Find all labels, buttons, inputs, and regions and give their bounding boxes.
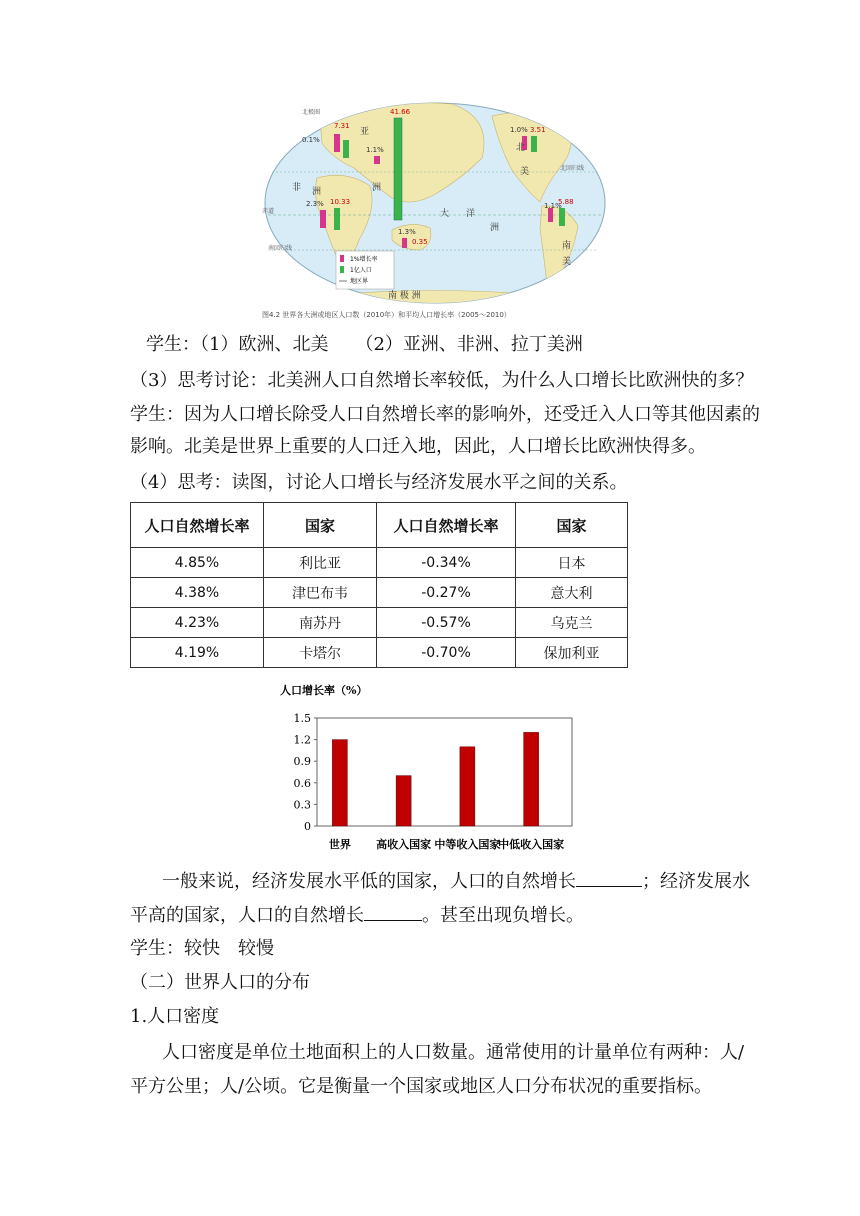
y-tick-label: 1.5: [293, 712, 311, 725]
chart-bar: [524, 732, 539, 826]
table-row: [131, 548, 628, 578]
subsection-heading: 1.人口密度: [130, 1006, 220, 1027]
table-cell: 4.38%: [131, 578, 264, 608]
map-label: 美: [562, 257, 572, 267]
map-caption: 图4.2 世界各大洲或地区人口数（2010年）和平均人口增长率（2005～2010）: [262, 311, 511, 319]
map-label: 10.33: [330, 198, 351, 206]
chart-bar: [396, 776, 411, 826]
table-cell: 利比亚: [264, 548, 377, 578]
y-tick-label: 0.9: [293, 755, 311, 769]
map-label: 赤道: [262, 208, 275, 215]
answer-blank-1: [576, 868, 642, 887]
map-label: 2.3%: [306, 200, 324, 208]
table-cell: 南苏丹: [264, 608, 377, 638]
map-label: 洲: [372, 183, 382, 193]
map-label: 1.3%: [398, 228, 416, 236]
x-category-label: 中等收入国家: [434, 838, 501, 851]
fill-blank-line-1: [162, 868, 750, 895]
answer-blank-2: [364, 902, 422, 921]
map-label: 1.1%: [544, 202, 562, 210]
map-label: 非: [292, 183, 302, 193]
table-row: [131, 638, 628, 668]
map-label: 41.66: [390, 108, 411, 116]
table-cell: 日本: [516, 548, 628, 578]
map-label: 大: [440, 209, 450, 219]
map-label: 洲: [490, 223, 500, 233]
growth-rate-table: [130, 502, 628, 668]
map-label: 1.0%: [510, 126, 528, 134]
x-category-label: 中低收入国家: [498, 838, 565, 851]
table-cell: 乌克兰: [516, 608, 628, 638]
student-answer-2-cont: 影响。北美是世界上重要的人口迁入地，因此，人口增长比欧洲快得多。: [130, 436, 706, 457]
table-row: [131, 578, 628, 608]
section-heading: （二）世界人口的分布: [130, 972, 310, 993]
table-cell: -0.27%: [377, 578, 516, 608]
table-header: 人口自然增长率: [377, 503, 516, 548]
map-label: 北: [516, 143, 526, 153]
chart-bar: [460, 747, 475, 826]
table-cell: 4.19%: [131, 638, 264, 668]
map-label: 7.31: [334, 122, 350, 130]
chart-bar: [332, 740, 347, 826]
y-tick-label: 0.6: [293, 776, 311, 790]
student-answer-3: 学生：较快 较慢: [130, 938, 274, 959]
table-header: 国家: [516, 503, 628, 548]
fill-blank-text: 一般来说，经济发展水平低的国家，人口的自然增长: [162, 871, 576, 892]
map-label: 5.88: [558, 198, 574, 206]
fill-blank-text: 平高的国家，人口的自然增长: [130, 905, 364, 926]
legend-population: 1亿人口: [350, 267, 372, 274]
map-label: 南: [562, 241, 572, 251]
map-label: 北回归线: [560, 165, 585, 172]
table-header: 人口自然增长率: [131, 503, 264, 548]
y-tick-label: 1.2: [293, 733, 311, 747]
x-category-label: 高收入国家: [376, 838, 432, 851]
table-cell: -0.57%: [377, 608, 516, 638]
table-header: 国家: [264, 503, 377, 548]
fill-blank-line-2: [130, 902, 584, 929]
fill-blank-text: 。甚至出现负增长。: [422, 905, 584, 926]
map-label: 南 极 洲: [388, 291, 421, 301]
table-cell: 卡塔尔: [264, 638, 377, 668]
world-population-map: [262, 98, 608, 322]
fill-blank-text: ；经济发展水: [642, 871, 750, 892]
density-paragraph-2: 平方公里；人/公顷。它是衡量一个国家或地区人口分布状况的重要指标。: [130, 1076, 713, 1097]
legend-boundary: 地区界: [350, 278, 369, 285]
map-label: 北极圈: [302, 109, 321, 116]
table-cell: -0.70%: [377, 638, 516, 668]
table-cell: 保加利亚: [516, 638, 628, 668]
table-header-row: [131, 503, 628, 548]
map-label: 南回归线: [268, 245, 293, 252]
map-label: 洋: [466, 209, 476, 219]
table-cell: -0.34%: [377, 548, 516, 578]
thinking-question: （4）思考：读图，讨论人口增长与经济发展水平之间的关系。: [130, 472, 628, 493]
map-label: 亚: [360, 127, 370, 137]
map-label: 3.51: [530, 126, 546, 134]
density-paragraph-1: 人口密度是单位土地面积上的人口数量。通常使用的计量单位有两种：人/: [162, 1042, 745, 1063]
table-cell: 意大利: [516, 578, 628, 608]
table-cell: 津巴布韦: [264, 578, 377, 608]
map-label: 1.1%: [366, 146, 384, 154]
chart-title: 人口增长率（%）: [280, 684, 368, 697]
map-label: 0.35: [412, 238, 428, 246]
table-cell: 4.23%: [131, 608, 264, 638]
legend-growth: 1%增长率: [350, 256, 378, 263]
discussion-question: （3）思考讨论：北美洲人口自然增长率较低，为什么人口增长比欧洲快的多？: [130, 370, 754, 391]
x-category-label: 世界: [328, 838, 351, 851]
map-label: 美: [520, 167, 530, 177]
map-legend: [336, 251, 394, 289]
growth-rate-bar-chart: [270, 680, 610, 860]
map-label: 洲: [312, 187, 322, 197]
student-answer-2: 学生：因为人口增长除受人口自然增长率的影响外，还受迁入人口等其他因素的: [130, 404, 760, 425]
y-tick-label: 0.3: [293, 798, 311, 812]
table-cell: 4.85%: [131, 548, 264, 578]
table-row: [131, 608, 628, 638]
y-tick-label: 0: [304, 820, 311, 833]
map-label: 0.1%: [302, 136, 320, 144]
student-answer-1: 学生：（1）欧洲、北美 （2）亚洲、非洲、拉丁美洲: [146, 334, 583, 355]
